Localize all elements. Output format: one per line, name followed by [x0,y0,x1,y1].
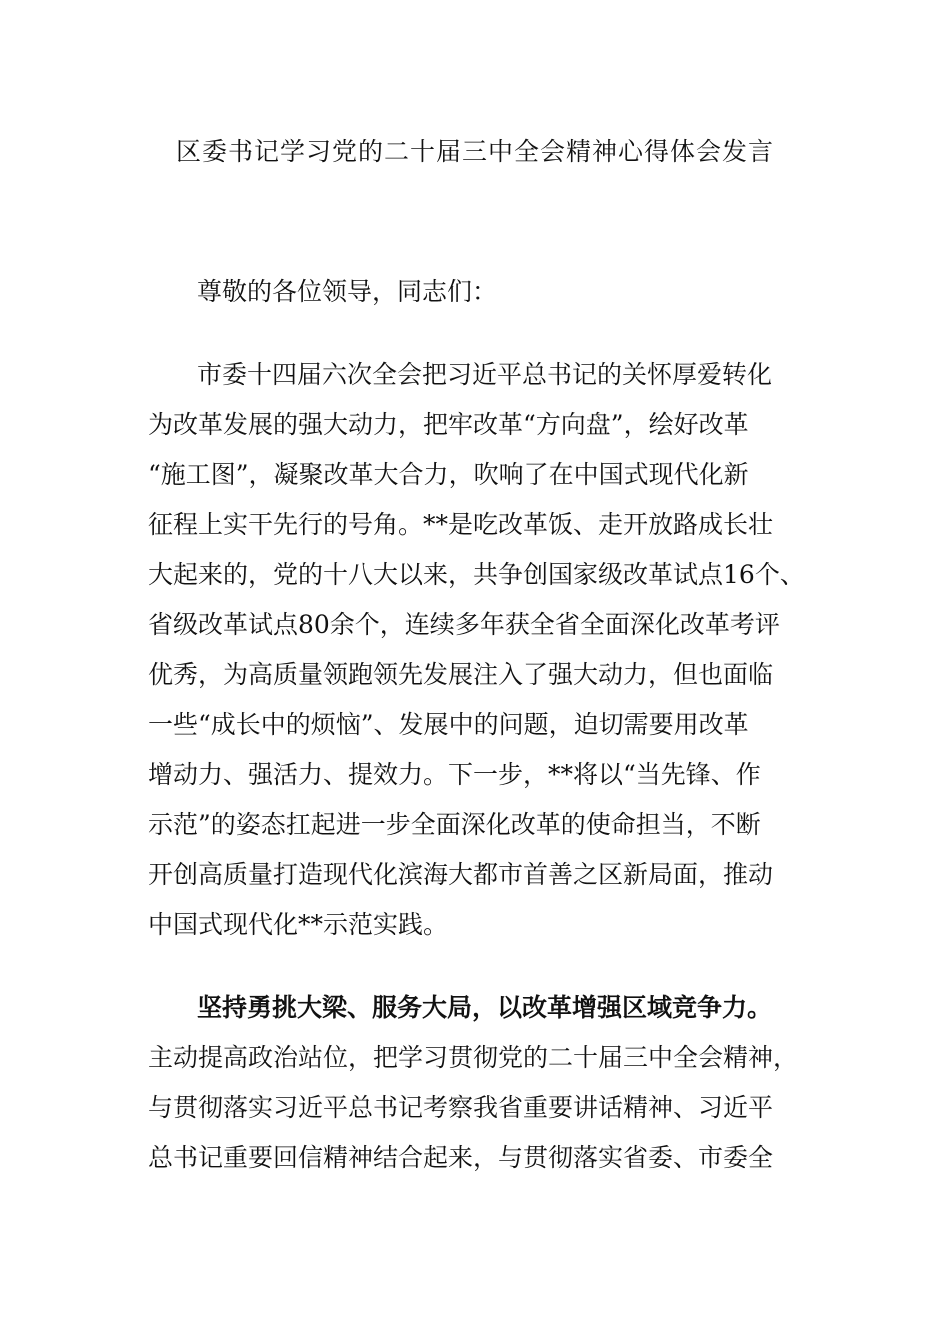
paragraph-line: 为改革发展的强大动力，把牢改革“方向盘”，绘好改革 [148,410,749,439]
paragraph-line: 大起来的，党的十八大以来，共争创国家级改革试点16个、 [148,560,805,589]
paragraph-line: 中国式现代化**示范实践。 [148,910,449,939]
paragraph-line: 省级改革试点80余个，连续多年获全省全面深化改革考评 [148,610,780,639]
paragraph-line: 与贯彻落实习近平总书记考察我省重要讲话精神、习近平 [148,1093,774,1122]
paragraph-line: “施工图”，凝聚改革大合力，吹响了在中国式现代化新 [148,460,749,489]
paragraph-line: 征程上实干先行的号角。**是吃改革饭、走开放路成长壮 [148,510,774,539]
paragraph-line: 示范”的姿态扛起进一步全面深化改革的使命担当，不断 [148,810,761,839]
greeting-line: 尊敬的各位领导，同志们： [197,277,498,306]
paragraph-line: 市委十四届六次全会把习近平总书记的关怀厚爱转化 [197,360,773,389]
paragraph-line: 总书记重要回信精神结合起来，与贯彻落实省委、市委全 [148,1143,774,1172]
paragraph-1 [148,350,808,950]
paragraph-line: 增动力、强活力、提效力。下一步，**将以“当先锋、作 [148,760,761,789]
document-title: 区委书记学习党的二十届三中全会精神心得体会发言 [175,137,774,166]
paragraph-2 [148,983,808,1183]
paragraph-line: 开创高质量打造现代化滨海大都市首善之区新局面，推动 [148,860,774,889]
section-heading: 坚持勇挑大梁、服务大局，以改革增强区域竞争力。 [197,993,773,1022]
paragraph-line: 一些“成长中的烦恼”、发展中的问题，迫切需要用改革 [148,710,749,739]
paragraph-line: 优秀，为高质量领跑领先发展注入了强大动力，但也面临 [148,660,774,689]
paragraph-line: 主动提高政治站位，把学习贯彻党的二十届三中全会精神， [148,1043,799,1072]
